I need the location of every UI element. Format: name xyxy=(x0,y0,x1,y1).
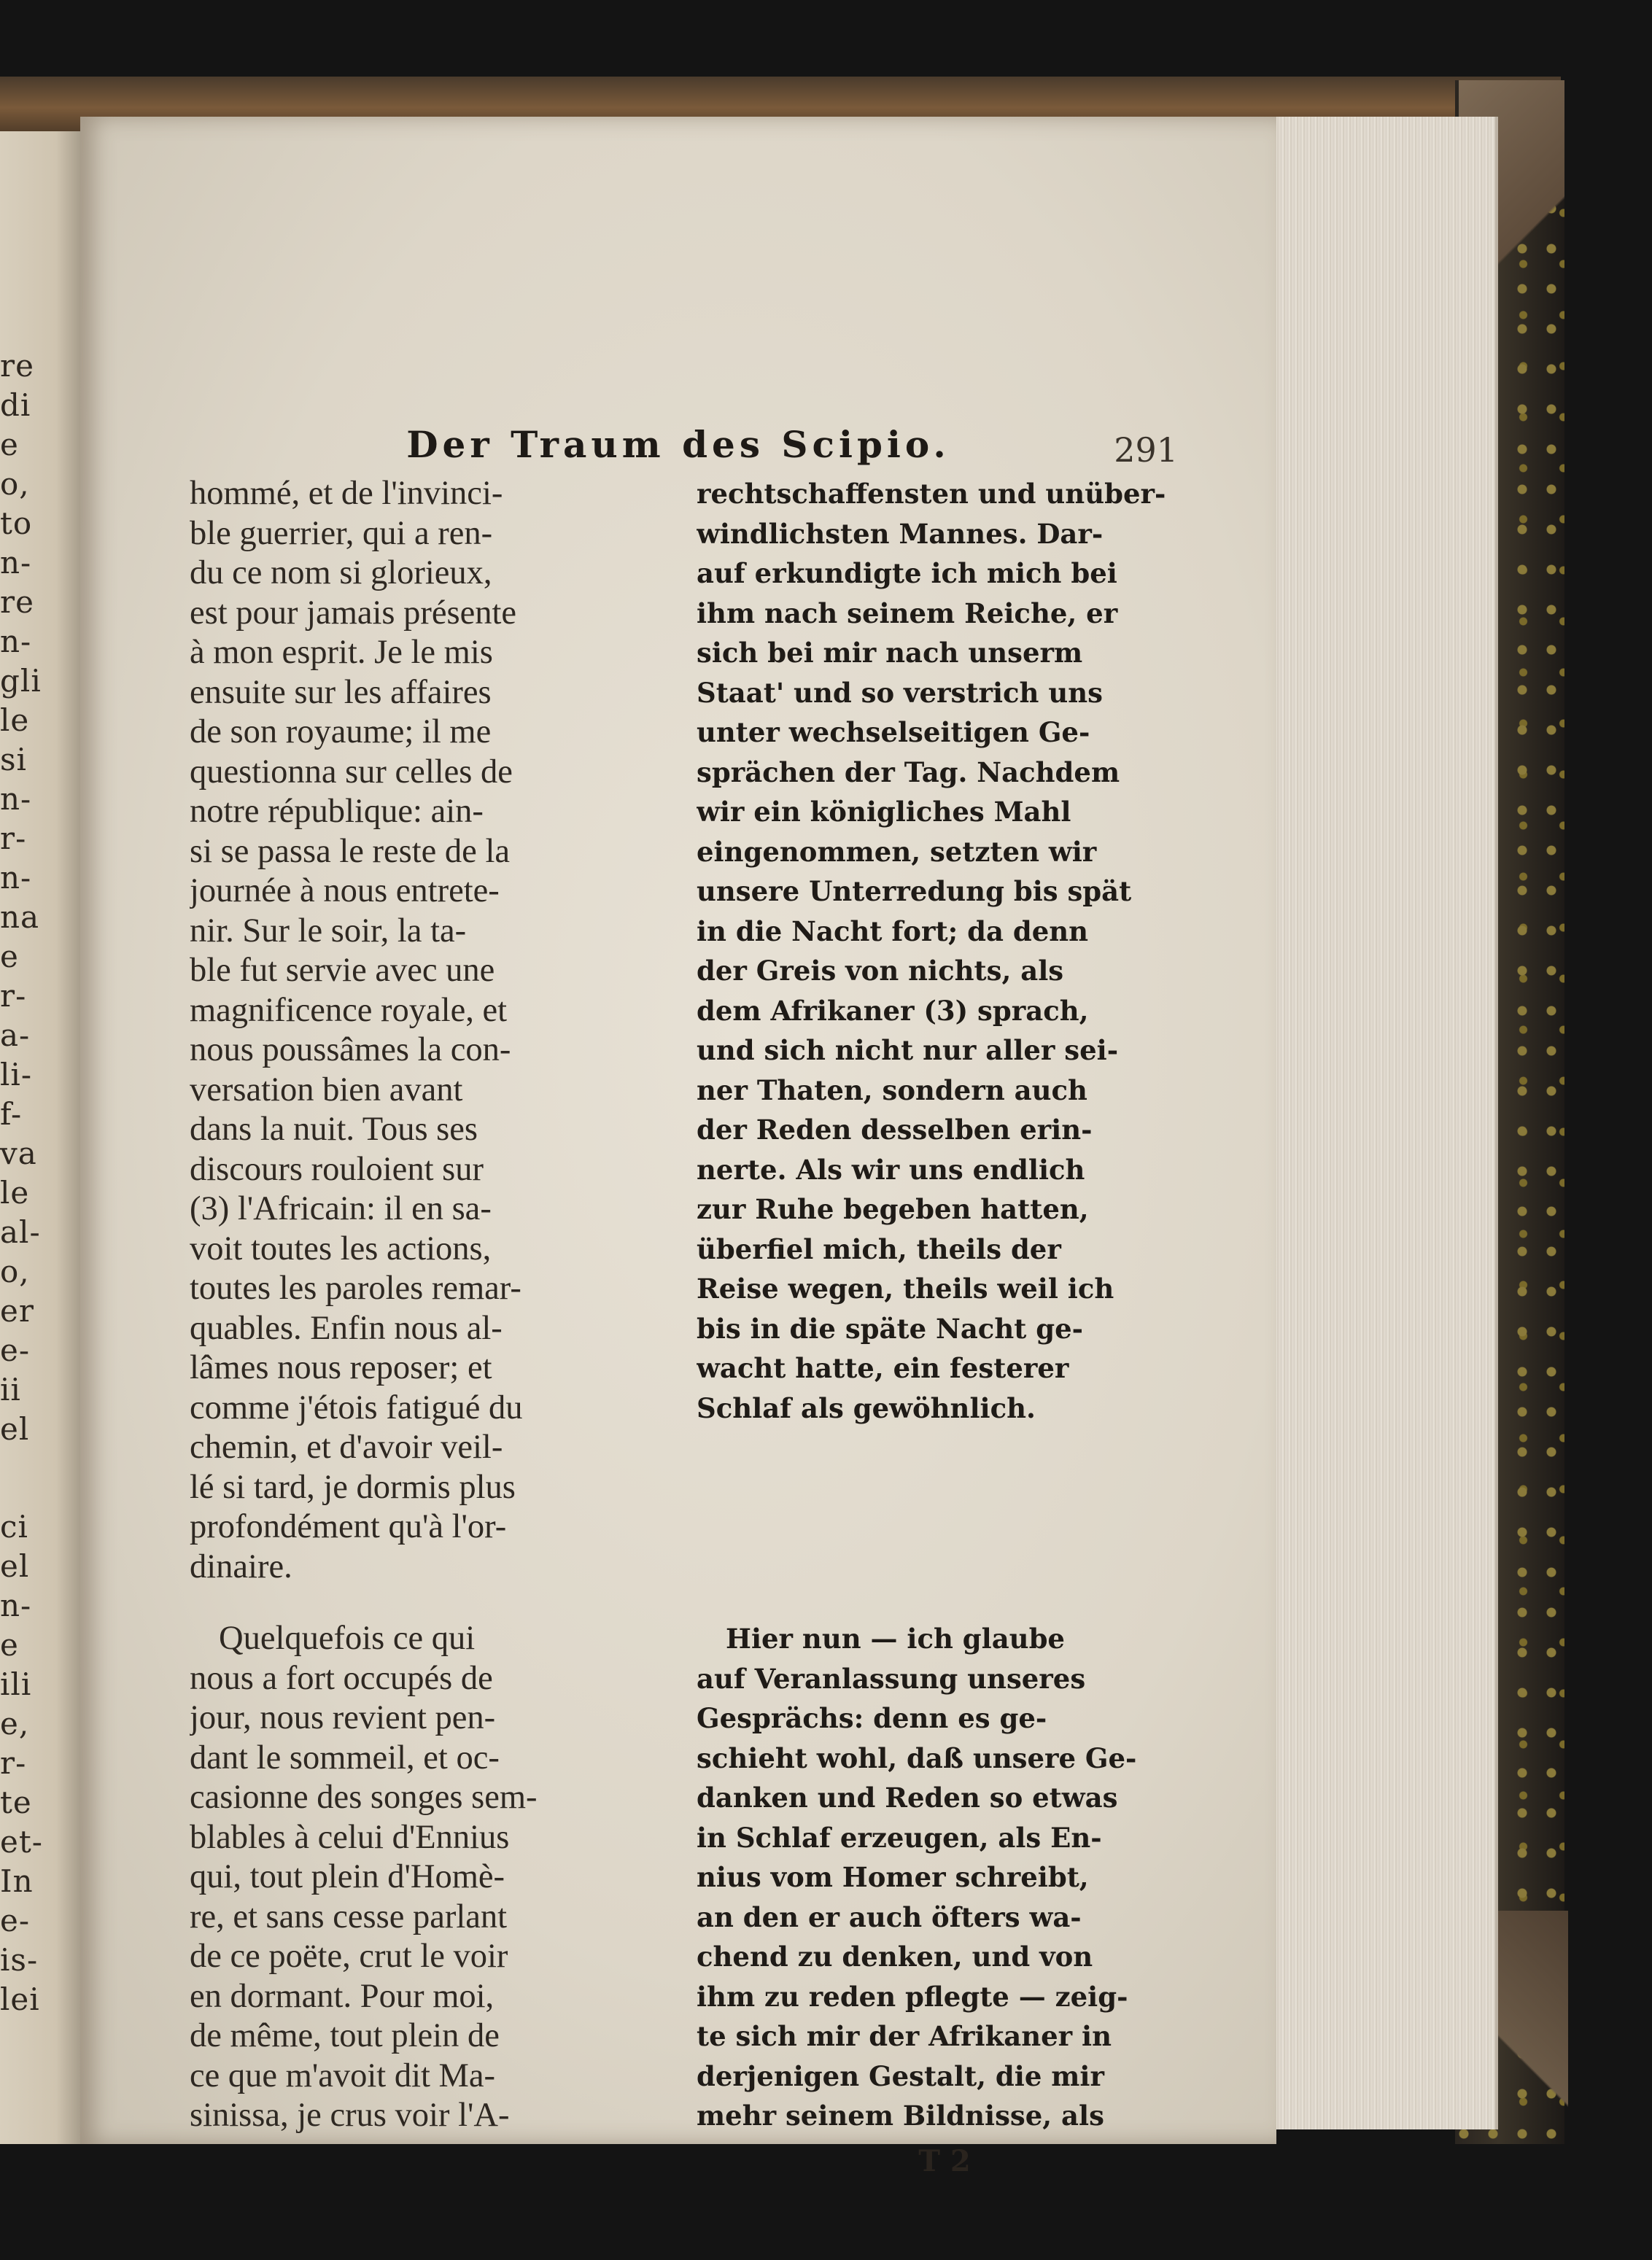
left-fragment: e xyxy=(0,427,19,462)
text-line: nius vom Homer schreibt, xyxy=(697,1861,1089,1893)
text-line: magnificence royale, et xyxy=(190,991,508,1029)
german-column-bottom xyxy=(697,1619,1178,2136)
left-fragment: In xyxy=(0,1863,34,1899)
left-fragment: al- xyxy=(0,1214,41,1250)
text-line: dem Afrikaner (3) sprach, xyxy=(697,994,1089,1027)
text-line: dinaire. xyxy=(190,1548,292,1585)
text-line: hommé, et de l'invinci- xyxy=(190,475,503,512)
text-line: schieht wohl, daß unsere Ge- xyxy=(697,1741,1137,1774)
left-fragment: o, xyxy=(0,1254,30,1289)
text-line: Hier nun — ich glaube xyxy=(726,1623,1065,1655)
text-line: dant le sommeil, et oc- xyxy=(190,1739,500,1776)
left-fragment: to xyxy=(0,505,33,541)
text-line: questionna sur celles de xyxy=(190,753,513,791)
text-line: windlichsten Mannes. Dar- xyxy=(697,517,1104,550)
text-line: de ce poëte, crut le voir xyxy=(190,1938,508,1975)
left-page-text-fragments xyxy=(0,346,73,2019)
running-header xyxy=(80,423,1276,474)
left-fragment: is- xyxy=(0,1942,39,1978)
french-column-bottom xyxy=(190,1619,671,2136)
left-fragment: n- xyxy=(0,860,32,896)
left-fragment: r- xyxy=(0,820,27,856)
text-line: lâmes nous reposer; et xyxy=(190,1349,492,1386)
left-fragment: n- xyxy=(0,624,32,659)
text-line: profondément qu'à l'or- xyxy=(190,1508,507,1545)
text-line: nerte. Als wir uns endlich xyxy=(697,1153,1085,1186)
left-fragment: el xyxy=(0,1548,30,1584)
text-line: est pour jamais présente xyxy=(190,594,517,632)
text-line: sprächen der Tag. Nachdem xyxy=(697,756,1120,788)
text-line: ensuite sur les affaires xyxy=(190,673,492,711)
text-line: unsere Unterredung bis spät xyxy=(697,875,1132,907)
text-line: ce que m'avoit dit Ma- xyxy=(190,2057,495,2094)
text-line: du ce nom si glorieux, xyxy=(190,554,492,591)
text-line: auf Veranlassung unseres xyxy=(697,1662,1086,1695)
left-fragment: si xyxy=(0,742,27,777)
text-line: bis in die späte Nacht ge- xyxy=(697,1312,1083,1345)
text-line: voit toutes les actions, xyxy=(190,1230,492,1267)
text-line: toutes les paroles remar- xyxy=(190,1270,521,1307)
right-page xyxy=(80,117,1276,2178)
text-line: de même, tout plein de xyxy=(190,2017,500,2054)
text-line: mehr seinem Bildnisse, als xyxy=(697,2100,1104,2132)
left-fragment: ci xyxy=(0,1509,28,1545)
text-line: comme j'étois fatigué du xyxy=(190,1389,523,1426)
french-column-top xyxy=(190,474,671,1587)
text-line: journée à nous entrete- xyxy=(190,872,500,909)
text-line: in die Nacht fort; da denn xyxy=(697,915,1089,947)
left-fragment: e xyxy=(0,939,19,974)
text-line: ble guerrier, qui a ren- xyxy=(190,514,493,552)
text-line: ihm zu reden pflegte — zeig- xyxy=(697,1980,1128,2013)
left-fragment: re xyxy=(0,584,34,620)
text-line: wacht hatte, ein festerer xyxy=(697,1352,1069,1384)
left-fragment: a- xyxy=(0,1017,31,1053)
left-fragment: n- xyxy=(0,545,32,580)
left-fragment: di xyxy=(0,387,31,423)
left-fragment: na xyxy=(0,899,40,935)
text-line: an den er auch öfters wa- xyxy=(697,1900,1082,1933)
text-line: der Reden desselben erin- xyxy=(697,1114,1093,1146)
left-fragment: ii xyxy=(0,1372,21,1407)
left-fragment: r- xyxy=(0,1745,27,1781)
page-number: 291 xyxy=(1114,430,1178,470)
left-fragment: li- xyxy=(0,1057,33,1092)
left-fragment: o, xyxy=(0,466,30,502)
fragment-gap xyxy=(0,1449,73,1507)
text-line: wir ein königliches Mahl xyxy=(697,796,1071,828)
text-line: zur Ruhe begeben hatten, xyxy=(697,1193,1089,1225)
text-line: Reise wegen, theils weil ich xyxy=(697,1273,1114,1305)
left-page-edge xyxy=(0,131,80,2144)
text-line: eingenommen, setzten wir xyxy=(697,835,1097,868)
text-line: Gesprächs: denn es ge- xyxy=(697,1702,1047,1734)
left-fragment: e, xyxy=(0,1706,30,1741)
text-line: chemin, et d'avoir veil- xyxy=(190,1429,503,1466)
text-line: Quelquefois ce qui xyxy=(219,1620,476,1657)
text-line: te sich mir der Afrikaner in xyxy=(697,2020,1112,2052)
text-line: und sich nicht nur aller sei- xyxy=(697,1034,1119,1066)
left-fragment: re xyxy=(0,348,34,384)
text-line: nous a fort occupés de xyxy=(190,1659,493,1697)
text-line: sinissa, je crus voir l'A- xyxy=(190,2097,510,2134)
text-line: chend zu denken, und von xyxy=(697,1941,1093,1973)
left-fragment: er xyxy=(0,1293,34,1329)
text-line: re, et sans cesse parlant xyxy=(190,1898,508,1935)
german-column-top xyxy=(697,474,1178,1428)
text-line: de son royaume; il me xyxy=(190,713,492,750)
text-line: versation bien avant xyxy=(190,1071,463,1108)
text-line: ble fut servie avec une xyxy=(190,952,495,989)
text-line: überfiel mich, theils der xyxy=(697,1232,1061,1265)
left-fragment: el xyxy=(0,1411,30,1447)
text-line: der Greis von nichts, als xyxy=(697,955,1064,987)
text-line: ihm nach seinem Reiche, er xyxy=(697,597,1118,629)
left-fragment: et- xyxy=(0,1824,43,1860)
text-line: à mon esprit. Je le mis xyxy=(190,634,493,671)
left-fragment: n- xyxy=(0,781,32,817)
text-line: in Schlaf erzeugen, als En- xyxy=(697,1821,1102,1854)
left-fragment: le xyxy=(0,702,30,738)
text-line: (3) l'Africain: il en sa- xyxy=(190,1190,492,1227)
text-line: sich bei mir nach unserm xyxy=(697,637,1083,669)
text-line: dans la nuit. Tous ses xyxy=(190,1111,478,1148)
left-fragment: le xyxy=(0,1175,30,1211)
left-fragment: e xyxy=(0,1627,19,1663)
text-line: discours rouloient sur xyxy=(190,1150,484,1188)
text-line: qui, tout plein d'Homè- xyxy=(190,1858,505,1895)
left-fragment: e- xyxy=(0,1903,31,1938)
left-fragment: lei xyxy=(0,1981,40,2017)
left-fragment: f- xyxy=(0,1096,23,1132)
left-fragment: r- xyxy=(0,978,27,1014)
text-line: casionne des songes sem- xyxy=(190,1779,538,1816)
signature-mark: T 2 xyxy=(918,2144,971,2178)
page-edges xyxy=(1273,117,1498,2129)
text-line: nir. Sur le soir, la ta- xyxy=(190,912,467,950)
left-fragment: te xyxy=(0,1785,32,1820)
text-line: lé si tard, je dormis plus xyxy=(190,1468,516,1506)
text-line: en dormant. Pour moi, xyxy=(190,1977,495,2015)
text-line: auf erkundigte ich mich bei xyxy=(697,557,1117,589)
left-fragment: va xyxy=(0,1135,37,1171)
text-line: Staat' und so verstrich uns xyxy=(697,676,1103,709)
text-line: jour, nous revient pen- xyxy=(190,1699,496,1736)
text-line: ner Thaten, sondern auch xyxy=(697,1073,1087,1106)
text-line: quables. Enfin nous al- xyxy=(190,1309,503,1347)
text-line: Schlaf als gewöhnlich. xyxy=(697,1391,1036,1424)
left-fragment: ili xyxy=(0,1666,32,1702)
left-fragment: n- xyxy=(0,1588,32,1623)
text-line: rechtschaffensten und unüber- xyxy=(697,478,1166,510)
running-title: Der Traum des Scipio. xyxy=(406,423,950,466)
left-fragment: e- xyxy=(0,1332,31,1368)
text-line: unter wechselseitigen Ge- xyxy=(697,716,1090,748)
left-fragment: gli xyxy=(0,663,42,699)
text-line: derjenigen Gestalt, die mir xyxy=(697,2059,1104,2092)
text-line: si se passa le reste de la xyxy=(190,832,511,870)
text-line: danken und Reden so etwas xyxy=(697,1782,1118,1814)
text-line: notre république: ain- xyxy=(190,793,484,830)
text-line: nous poussâmes la con- xyxy=(190,1031,511,1068)
text-line: blables à celui d'Ennius xyxy=(190,1818,510,1856)
